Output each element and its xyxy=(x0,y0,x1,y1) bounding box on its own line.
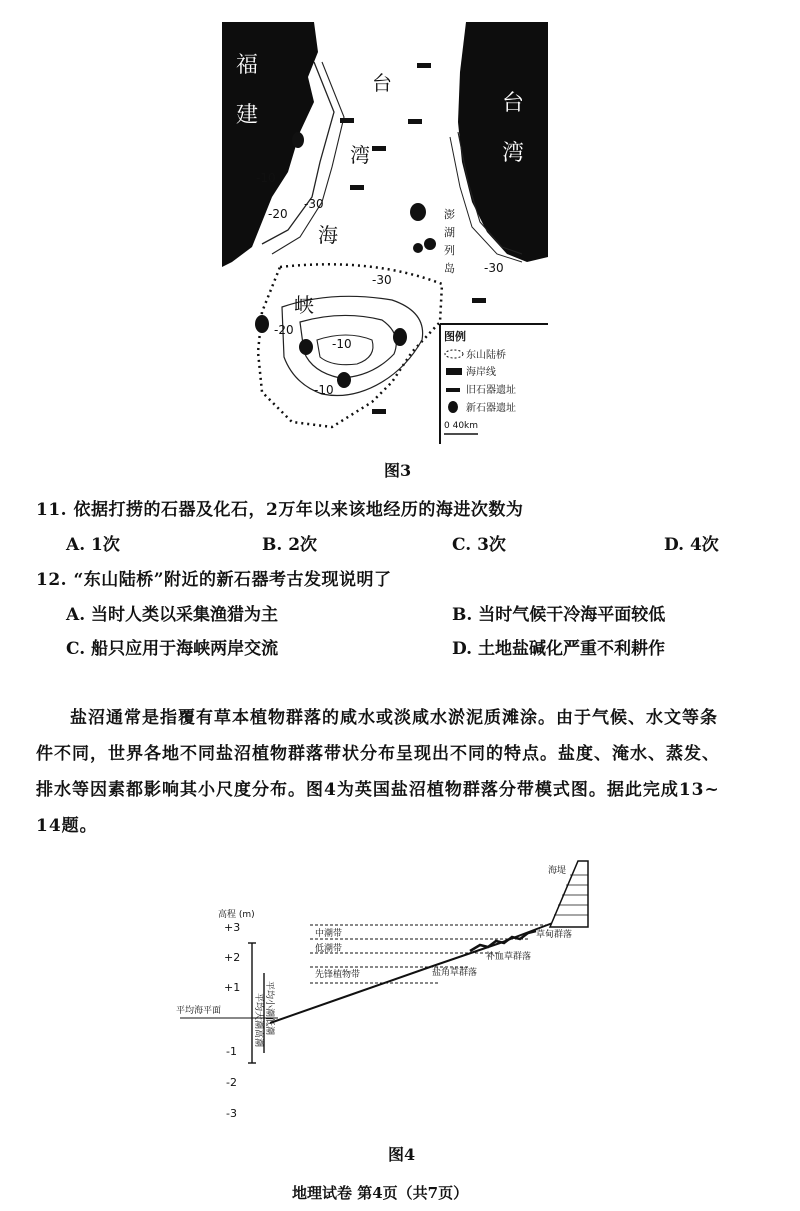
fig4-tick-n1: -1 xyxy=(226,1045,237,1058)
taiwan-label-1: 台 xyxy=(502,91,525,116)
fig4-sea-level-label: 平均海平面 xyxy=(176,1006,222,1016)
depth-label-10-south2: -10 xyxy=(314,383,334,397)
question-12-text: “东山陆桥”附近的新石器考古发现说明了 xyxy=(73,570,392,590)
fig4-tick-p3: +3 xyxy=(224,921,241,934)
fig4-zone-low: 低潮带 xyxy=(315,944,343,954)
figure4-diagram xyxy=(170,855,610,1125)
legend-title: 图例 xyxy=(444,330,466,343)
question-12 xyxy=(36,565,776,590)
fig4-tick-p1: +1 xyxy=(224,981,241,994)
q11-option-c[interactable]: C. 3次 xyxy=(452,535,506,555)
fig4-community-limonium: 补血草群落 xyxy=(486,952,532,962)
passage-line-1: 盐沼通常是指覆有草本植物群落的咸水或淡咸水淤泥质滩涂。由于气候、水文等条 xyxy=(70,708,718,728)
penghu-label-3: 列 xyxy=(444,244,455,257)
question-11-number: 11. xyxy=(36,500,68,520)
depth-label-10: -10 xyxy=(256,171,276,185)
map-legend xyxy=(440,324,548,444)
fig4-tick-n2: -2 xyxy=(226,1076,237,1089)
fig4-yaxis-label: 高程 (m) xyxy=(218,910,255,920)
question-12-number: 12. xyxy=(36,570,68,590)
strait-label-1: 台 xyxy=(372,71,392,95)
figure3-map xyxy=(222,22,548,444)
fig4-dike-label: 海堤 xyxy=(548,866,567,876)
strait-label-4: 峡 xyxy=(294,293,314,317)
depth-label-20-south: -20 xyxy=(274,323,294,337)
strait-label-2: 湾 xyxy=(350,143,370,167)
depth-label-10-south: -10 xyxy=(332,337,352,351)
q12-option-c[interactable]: C. 船只应用于海峡两岸交流 xyxy=(66,639,279,659)
q11-option-a[interactable]: A. 1次 xyxy=(66,535,120,555)
legend-item-paleo: 旧石器遗址 xyxy=(466,385,516,396)
passage-line-3: 排水等因素都影响其小尺度分布。图4为英国盐沼植物群落分带模式图。据此完成13~ xyxy=(36,780,720,800)
penghu-label-4: 岛 xyxy=(444,262,455,275)
depth-label-30: -30 xyxy=(304,197,324,211)
fujian-label-2: 建 xyxy=(236,103,259,128)
q12-option-b[interactable]: B. 当时气候干冷海平面较低 xyxy=(452,605,666,625)
legend-scale: 0 40km xyxy=(444,421,479,431)
passage-line-4: 14题。 xyxy=(36,816,98,836)
legend-item-coast: 海岸线 xyxy=(466,367,496,378)
figure3-caption: 图3 xyxy=(384,461,412,480)
passage xyxy=(36,700,776,844)
fig4-tide-high-label: 平均大潮高潮 xyxy=(253,993,263,1048)
depth-label-30-south: -30 xyxy=(372,273,392,287)
fig4-tick-n3: -3 xyxy=(226,1107,237,1120)
depth-label-20: -20 xyxy=(268,207,288,221)
fujian-label-1: 福 xyxy=(236,53,259,78)
question-11-text: 依据打捞的石器及化石，2万年以来该地经历的海进次数为 xyxy=(73,500,524,520)
fig4-tick-p2: +2 xyxy=(224,951,241,964)
fig4-tide-low-label: 平均小潮低潮 xyxy=(264,981,274,1036)
fig4-ground-profile xyxy=(270,921,558,1023)
q11-option-d[interactable]: D. 4次 xyxy=(664,535,719,555)
penghu-label-1: 澎 xyxy=(444,208,455,221)
fig4-community-salicornia: 盐角草群落 xyxy=(432,968,478,978)
page-footer: 地理试卷 第4页（共7页） xyxy=(292,1184,469,1202)
legend-item-neo: 新石器遗址 xyxy=(466,403,516,414)
q12-option-d[interactable]: D. 土地盐碱化严重不利耕作 xyxy=(452,639,665,659)
fig4-zone-pioneer: 先锋植物带 xyxy=(315,970,361,980)
taiwan-label-2: 湾 xyxy=(502,141,525,166)
fig4-zone-mid: 中潮带 xyxy=(315,929,343,939)
q12-option-a[interactable]: A. 当时人类以采集渔猎为主 xyxy=(66,605,279,625)
penghu-label-2: 湖 xyxy=(444,226,455,239)
depth-label-30-east: -30 xyxy=(484,261,504,275)
passage-line-2: 件不同，世界各地不同盐沼植物群落带状分布呈现出不同的特点。盐度、淹水、蒸发、 xyxy=(36,744,720,764)
figure4-caption: 图4 xyxy=(388,1145,416,1164)
strait-label-3: 海 xyxy=(318,223,338,247)
q11-option-b[interactable]: B. 2次 xyxy=(262,535,318,555)
fig4-community-meadow: 草甸群落 xyxy=(536,930,573,940)
question-11 xyxy=(36,495,776,520)
legend-item-bridge: 东山陆桥 xyxy=(466,350,506,361)
